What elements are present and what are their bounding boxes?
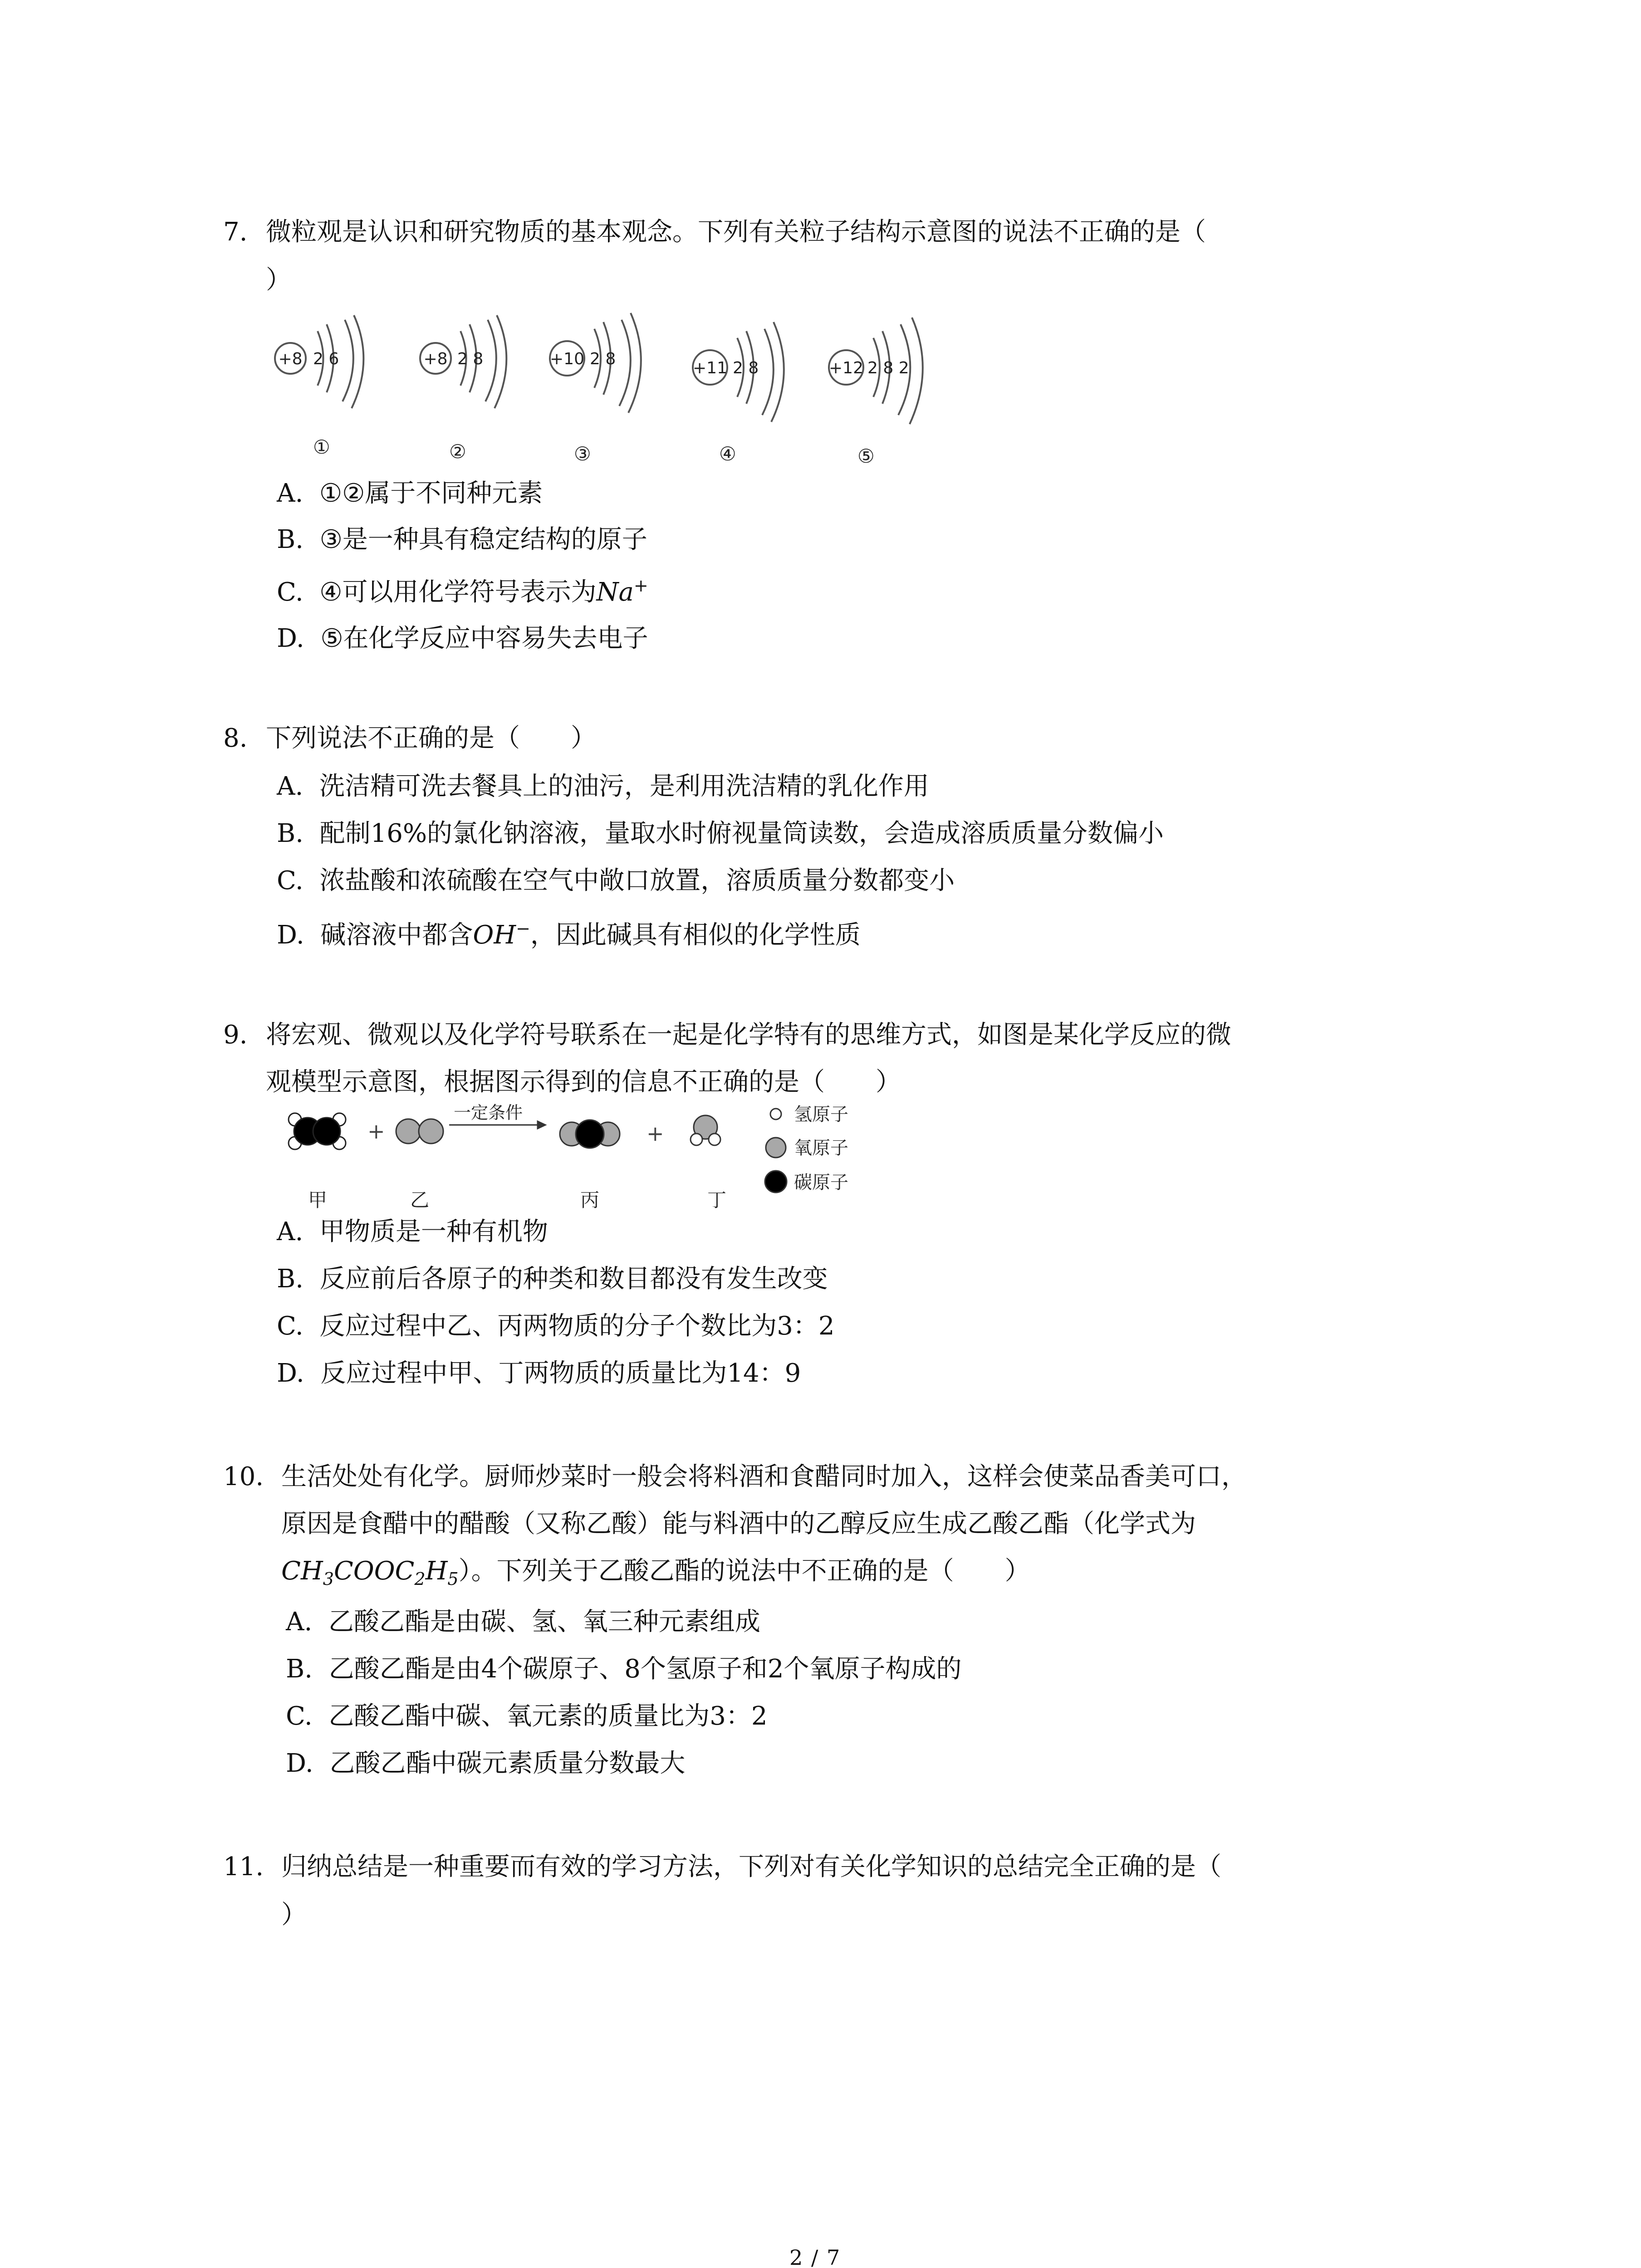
page-number: 2 / 7	[789, 2245, 841, 2268]
q7-diagram1-label: ①	[313, 436, 330, 458]
legend-oxygen: 氧原子	[794, 1138, 848, 1158]
q9-condition: 一定条件	[454, 1103, 523, 1123]
q7-diagram1-electrons: 2 6	[313, 350, 339, 368]
q9-plus-1: +	[367, 1119, 385, 1144]
q8-option-d	[277, 920, 861, 948]
option-text: 乙酸乙酯中碳、氧元素的质量比为3：2	[328, 1701, 768, 1731]
molecule-yi	[396, 1119, 443, 1144]
concentration-value: 16%	[370, 819, 427, 848]
option-letter: D.	[277, 920, 304, 950]
label-jia: 甲	[308, 1189, 328, 1211]
q10-option-c	[286, 1701, 768, 1731]
q11-stem-line2: ）	[281, 1900, 307, 1930]
hydroxide-charge: −	[516, 919, 530, 938]
label-ding: 丁	[707, 1189, 727, 1211]
q10-stem-line3	[281, 1556, 1030, 1589]
q7-option-c	[277, 577, 648, 605]
q9-plus-2: +	[647, 1121, 664, 1146]
q11-number: 11.	[223, 1852, 264, 1882]
q7-diagram5-nucleus: +12	[829, 359, 863, 377]
option-letter: A.	[277, 479, 304, 508]
q10-option-a	[286, 1609, 760, 1635]
q7-option-b	[277, 527, 647, 552]
diagram-legend	[765, 1109, 787, 1193]
q11-stem-line1: 归纳总结是一种重要而有效的学习方法，下列对有关化学知识的总结完全正确的是（	[281, 1852, 1221, 1882]
formula-sub-5: 5	[447, 1569, 459, 1589]
option-text-after: ，因此碱具有相似的化学性质	[530, 920, 861, 950]
q9-stem-line1: 将宏观、微观以及化学符号联系在一起是化学特有的思维方式，如图是某化学反应的微	[266, 1020, 1231, 1050]
option-text: 乙酸乙酯是由碳、氢、氧三种元素组成	[328, 1607, 760, 1637]
legend-carbon: 碳原子	[794, 1172, 848, 1193]
molecule-bing	[560, 1120, 620, 1148]
q9-stem-line2: 观模型示意图，根据图示得到的信息不正确的是（ ）	[266, 1067, 901, 1097]
q9-option-d	[277, 1361, 801, 1386]
q8-number: 8.	[223, 723, 248, 753]
q7-diagram1-nucleus: +8	[278, 350, 303, 368]
q7-option-a	[277, 481, 543, 506]
option-text-before: 配制	[319, 819, 371, 848]
option-text: 反应前后各原子的种类和数目都没有发生改变	[319, 1264, 828, 1294]
option-letter: A.	[277, 772, 304, 801]
formula-h: H	[425, 1556, 448, 1586]
option-letter: D.	[277, 1359, 304, 1388]
q7-diagram2-nucleus: +8	[423, 350, 448, 368]
formula-cooc: COOC	[333, 1556, 415, 1586]
option-letter: A.	[286, 1607, 313, 1637]
option-letter: D.	[286, 1749, 314, 1778]
q8-option-b	[277, 821, 1164, 846]
label-yi: 乙	[410, 1189, 430, 1211]
option-text: 乙酸乙酯是由4个碳原子、8个氢原子和2个氧原子构成的	[328, 1654, 962, 1684]
option-letter: C.	[277, 866, 304, 895]
q8-option-c	[277, 868, 955, 894]
q7-diagram4-nucleus: +11	[693, 359, 727, 377]
q10-option-d	[286, 1751, 685, 1776]
q7-stem-line1: 微粒观是认识和研究物质的基本观念。下列有关粒子结构示意图的说法不正确的是（	[266, 217, 1206, 247]
q7-diagram4-label: ④	[719, 443, 736, 465]
q7-diagram3-label: ③	[574, 443, 591, 465]
q7-diagram5-label: ⑤	[857, 445, 875, 467]
hydroxide-symbol: OH	[473, 920, 516, 950]
q10-number: 10.	[223, 1462, 264, 1491]
q9-reaction-model-diagram	[272, 1102, 916, 1216]
legend-hydrogen: 氢原子	[794, 1104, 848, 1125]
ion-charge: +	[633, 576, 648, 596]
option-text-after: 的氯化钠溶液，量取水时俯视量筒读数，会造成溶质质量分数偏小	[427, 819, 1164, 848]
q9-option-c	[277, 1311, 835, 1341]
option-text: 甲物质是一种有机物	[319, 1217, 548, 1246]
q8-option-a	[277, 774, 929, 799]
q7-option-d	[277, 626, 648, 651]
q9-option-b	[277, 1266, 828, 1292]
q7-diagram5-electrons: 2 8 2	[867, 359, 909, 377]
q7-number: 7.	[223, 217, 248, 247]
option-text: 反应过程中乙、丙两物质的分子个数比为3：2	[319, 1311, 835, 1341]
option-letter: B.	[277, 819, 304, 848]
q7-atom-structure-diagrams	[254, 299, 944, 481]
label-bing: 丙	[580, 1189, 600, 1211]
formula-sub-2: 2	[414, 1569, 426, 1589]
q10-stem-line2: 原因是食醋中的醋酸（又称乙酸）能与料酒中的乙醇反应生成乙酸乙酯（化学式为	[281, 1509, 1196, 1539]
q7-diagram4-electrons: 2 8	[733, 359, 759, 377]
q9-option-a	[277, 1219, 548, 1245]
molecule-ding	[691, 1115, 720, 1145]
q10-option-b	[286, 1654, 962, 1684]
option-text-before: 碱溶液中都含	[320, 920, 473, 950]
q9-number: 9.	[223, 1020, 248, 1050]
formula-sub-3: 3	[323, 1569, 334, 1589]
option-letter: A.	[277, 1217, 304, 1246]
molecule-jia	[289, 1113, 346, 1149]
q7-diagram3-electrons: 2 8	[590, 350, 616, 368]
option-text: 洗洁精可洗去餐具上的油污，是利用洗洁精的乳化作用	[319, 772, 929, 801]
option-letter: C.	[277, 1311, 304, 1341]
option-text: ④可以用化学符号表示为	[319, 577, 597, 607]
option-letter: D.	[277, 624, 304, 653]
q10-stem-line3-text: ）。下列关于乙酸乙酯的说法中不正确的是（ ）	[458, 1556, 1030, 1586]
option-text: 反应过程中甲、丁两物质的质量比为14：9	[320, 1359, 801, 1388]
q7-diagram3-nucleus: +10	[550, 350, 584, 368]
option-text: 浓盐酸和浓硫酸在空气中敞口放置，溶质质量分数都变小	[319, 866, 955, 895]
q8-stem: 下列说法不正确的是（ ）	[266, 723, 596, 753]
q10-stem-line1: 生活处处有化学。厨师炒菜时一般会将料酒和食醋同时加入，这样会使菜品香美可口，	[281, 1462, 1247, 1491]
option-text: ③是一种具有稳定结构的原子	[319, 525, 647, 554]
option-letter: B.	[277, 525, 304, 554]
option-letter: C.	[286, 1701, 313, 1731]
option-letter: B.	[277, 1264, 304, 1294]
option-letter: B.	[286, 1654, 313, 1684]
q7-diagram2-label: ②	[449, 440, 466, 463]
q7-stem-line2: ）	[266, 265, 291, 295]
option-letter: C.	[277, 577, 304, 607]
option-text: 乙酸乙酯中碳元素质量分数最大	[329, 1749, 686, 1778]
formula-ch: CH	[281, 1556, 323, 1586]
option-text: ①②属于不同种元素	[319, 479, 543, 508]
q7-diagram2-electrons: 2 8	[457, 350, 484, 368]
ion-symbol: Na	[596, 577, 634, 607]
option-text: ⑤在化学反应中容易失去电子	[320, 624, 648, 653]
